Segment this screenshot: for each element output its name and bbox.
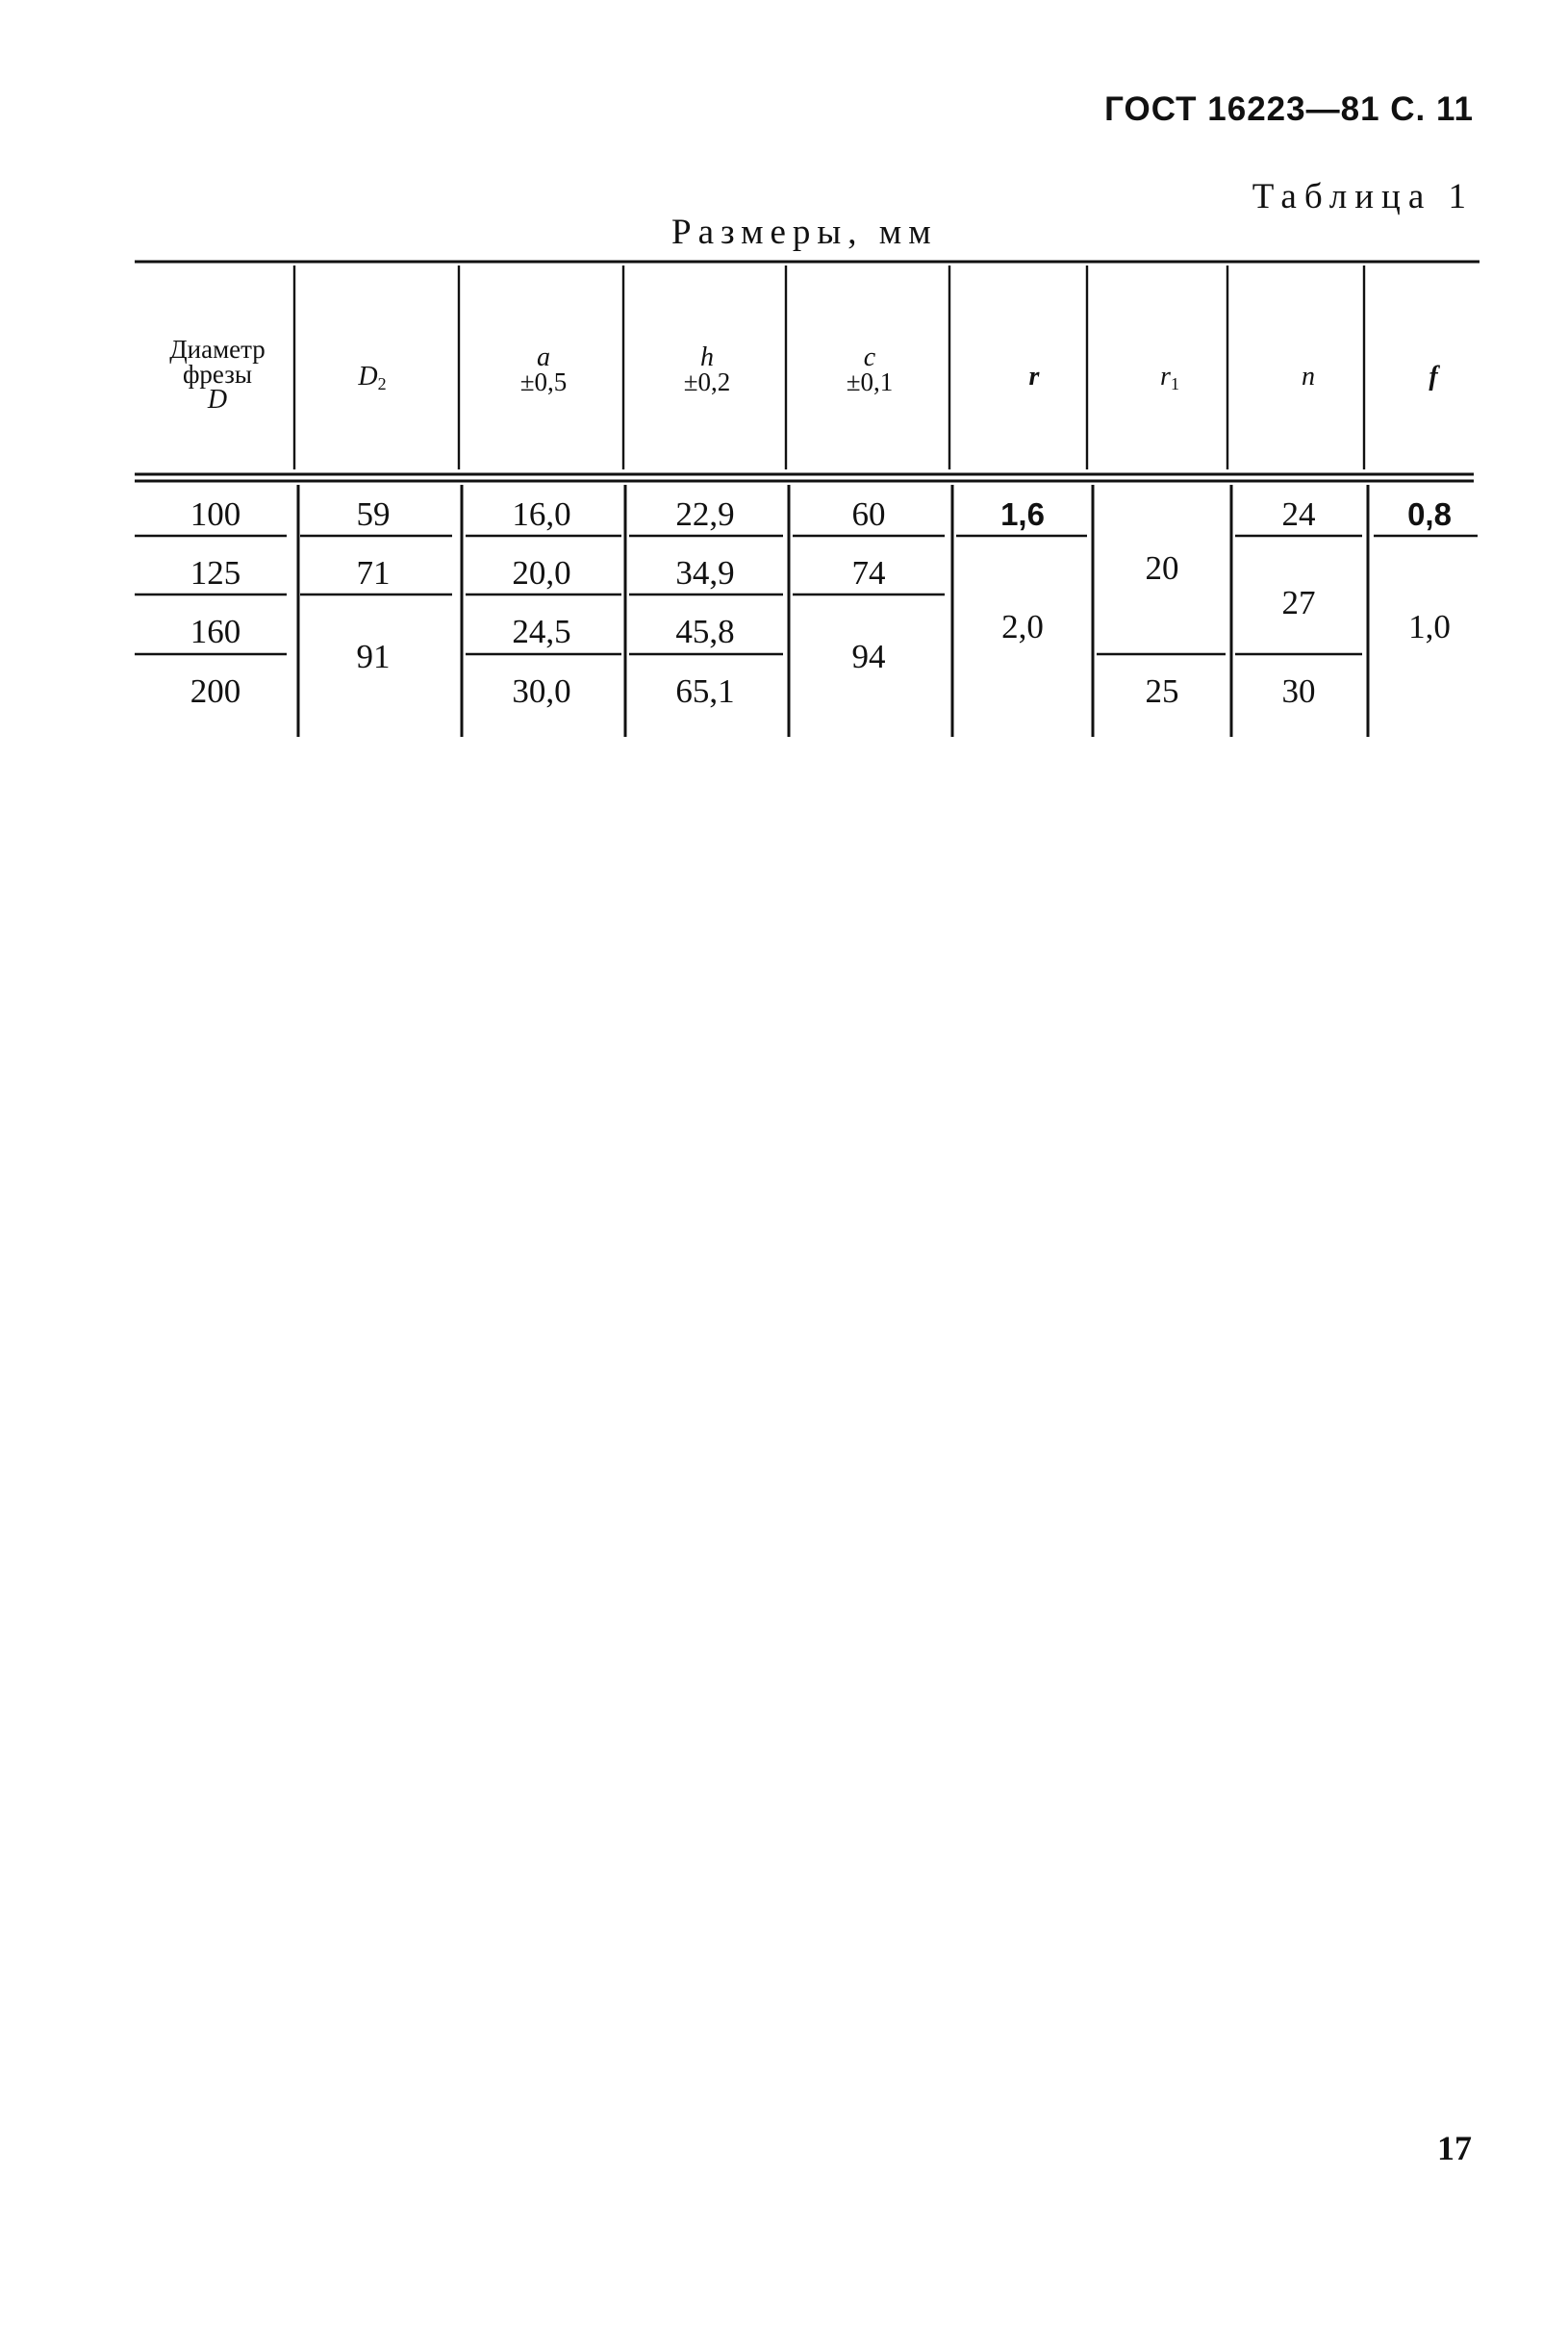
col-c-symbol: c [863, 342, 876, 372]
cell-r1-20: 20 [1145, 549, 1179, 587]
col-f-header: f [1429, 362, 1438, 392]
page-number: 17 [1437, 2129, 1472, 2167]
col-r1-header: r1 [1160, 362, 1179, 393]
cell-r-2-0: 2,0 [1001, 608, 1044, 645]
table-label: Таблица 1 [1252, 177, 1474, 216]
col-d2-header: D2 [358, 362, 387, 393]
units-caption: Размеры, мм [671, 213, 938, 252]
col-h-tolerance: ±0,2 [683, 367, 731, 396]
cell-d2-91: 91 [356, 638, 391, 675]
cell-d-160: 160 [190, 613, 241, 650]
cell-r-1-6: 1,6 [1000, 496, 1045, 532]
header-dividers [294, 266, 1364, 469]
col-d-symbol: D [207, 385, 228, 415]
col-d-label-1: Диаметр [169, 335, 266, 364]
cell-a-2: 20,0 [512, 554, 571, 592]
body-dividers [298, 485, 1368, 737]
cell-d-125: 125 [190, 554, 241, 592]
col-d-label-2: фрезы [182, 360, 253, 389]
cell-d-100: 100 [190, 495, 241, 533]
col-a-tolerance: ±0,5 [519, 367, 568, 396]
cell-c-74: 74 [851, 554, 886, 592]
cell-d-200: 200 [190, 672, 241, 710]
cell-f-1-0: 1,0 [1408, 608, 1451, 645]
body-row-rules [135, 536, 1478, 654]
cell-n-24: 24 [1281, 495, 1316, 533]
cell-d2-59: 59 [356, 495, 391, 533]
cell-d2-71: 71 [356, 554, 391, 592]
cell-a-1: 16,0 [512, 495, 571, 533]
cell-h-4: 65,1 [675, 672, 735, 710]
cell-h-1: 22,9 [675, 495, 735, 533]
cell-h-3: 45,8 [675, 613, 735, 650]
cell-c-60: 60 [851, 495, 886, 533]
running-title: ГОСТ 16223—81 С. 11 [1104, 90, 1474, 128]
cell-r1-25: 25 [1145, 672, 1179, 710]
cell-n-30: 30 [1281, 672, 1316, 710]
col-h-symbol: h [700, 342, 714, 372]
cell-c-94: 94 [851, 638, 886, 675]
cell-a-4: 30,0 [512, 672, 571, 710]
col-a-symbol: a [537, 342, 550, 372]
cell-a-3: 24,5 [512, 613, 571, 650]
cell-n-27: 27 [1281, 584, 1316, 621]
col-n-header: n [1302, 362, 1315, 392]
col-c-tolerance: ±0,1 [846, 367, 894, 396]
cell-h-2: 34,9 [675, 554, 735, 592]
col-r-header: r [1028, 362, 1040, 392]
cell-f-0-8: 0,8 [1407, 496, 1452, 532]
